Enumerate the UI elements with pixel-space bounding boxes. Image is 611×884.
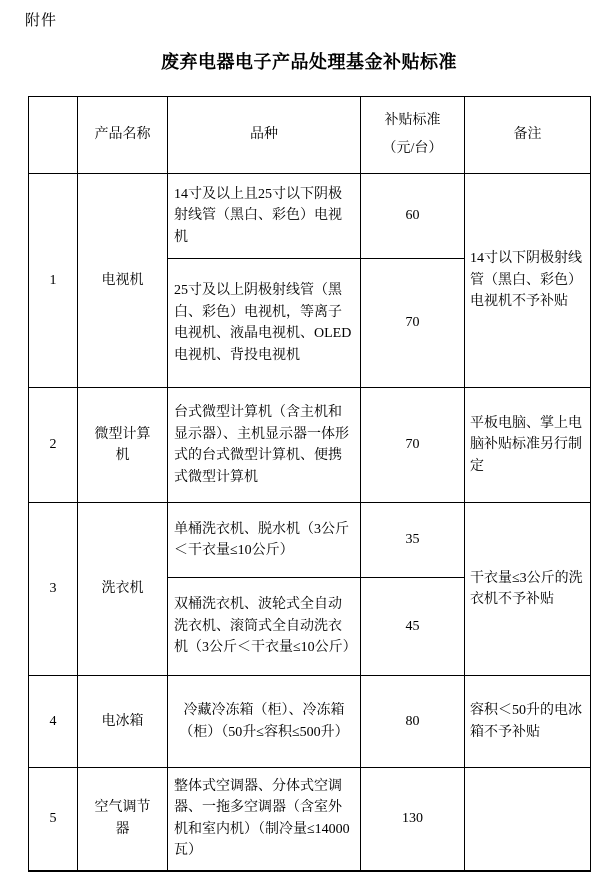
row4-item1-variety: 冷藏冷冻箱（柜）、冷冻箱（柜）（50升≤容积≤500升） xyxy=(168,676,361,768)
header-product: 产品名称 xyxy=(78,97,168,174)
row4-product: 电冰箱 xyxy=(78,676,168,768)
row5-item1-variety: 整体式空调器、分体式空调器、一拖多空调器（含室外机和室内机）（制冷量≤14000瓦） xyxy=(168,768,361,871)
subsidy-table xyxy=(28,96,591,872)
row1-remark: 14寸以下阴极射线管（黑白、彩色）电视机不予补贴 xyxy=(465,174,591,388)
table-row xyxy=(29,768,591,871)
row3-item1-subsidy: 35 xyxy=(361,503,465,578)
row5-item1-subsidy: 130 xyxy=(361,768,465,871)
row5-product: 空气调节器 xyxy=(78,768,168,871)
row1-item2-variety: 25寸及以上阴极射线管（黑白、彩色）电视机，等离子电视机、液晶电视机、OLED电视机、背投电视机 xyxy=(168,259,361,388)
row3-item1-variety: 单桶洗衣机、脱水机（3公斤＜干衣量≤10公斤） xyxy=(168,503,361,578)
table-header-row xyxy=(29,97,591,174)
header-subsidy-line1: 补贴标准 xyxy=(384,113,441,128)
row1-item1-variety: 14寸及以上且25寸以下阴极射线管（黑白、彩色）电视机 xyxy=(168,174,361,259)
row1-item2-subsidy: 70 xyxy=(361,259,465,388)
row2-remark: 平板电脑、掌上电脑补贴标准另行制定 xyxy=(465,388,591,503)
table-row xyxy=(29,174,591,259)
row3-remark: 干衣量≤3公斤的洗衣机不予补贴 xyxy=(465,503,591,676)
header-subsidy-line2: （元/台） xyxy=(382,141,443,156)
row3-product: 洗衣机 xyxy=(78,503,168,676)
row3-item2-variety: 双桶洗衣机、波轮式全自动洗衣机、滚筒式全自动洗衣机（3公斤＜干衣量≤10公斤） xyxy=(168,578,361,676)
page-title: 废弃电器电子产品处理基金补贴标准 xyxy=(161,52,457,72)
row2-item1-variety: 台式微型计算机（含主机和显示器）、主机显示器一体形式的台式微型计算机、便携式微型计算机 xyxy=(168,388,361,503)
header-subsidy xyxy=(361,97,465,174)
table-row xyxy=(29,503,591,578)
header-remark: 备注 xyxy=(465,97,591,174)
row2-product: 微型计算机 xyxy=(78,388,168,503)
row1-index: 1 xyxy=(29,174,78,388)
table-row xyxy=(29,388,591,503)
row2-item1-subsidy: 70 xyxy=(361,388,465,503)
row2-index: 2 xyxy=(29,388,78,503)
row3-index: 3 xyxy=(29,503,78,676)
table-row xyxy=(29,676,591,768)
row4-item1-subsidy: 80 xyxy=(361,676,465,768)
row5-index: 5 xyxy=(29,768,78,871)
attachment-label: 附件 xyxy=(25,13,58,29)
header-index xyxy=(29,97,78,174)
row5-remark xyxy=(465,768,591,871)
row4-remark: 容积＜50升的电冰箱不予补贴 xyxy=(465,676,591,768)
row3-item2-subsidy: 45 xyxy=(361,578,465,676)
row4-index: 4 xyxy=(29,676,78,768)
row1-item1-subsidy: 60 xyxy=(361,174,465,259)
row1-product: 电视机 xyxy=(78,174,168,388)
header-variety: 品种 xyxy=(168,97,361,174)
